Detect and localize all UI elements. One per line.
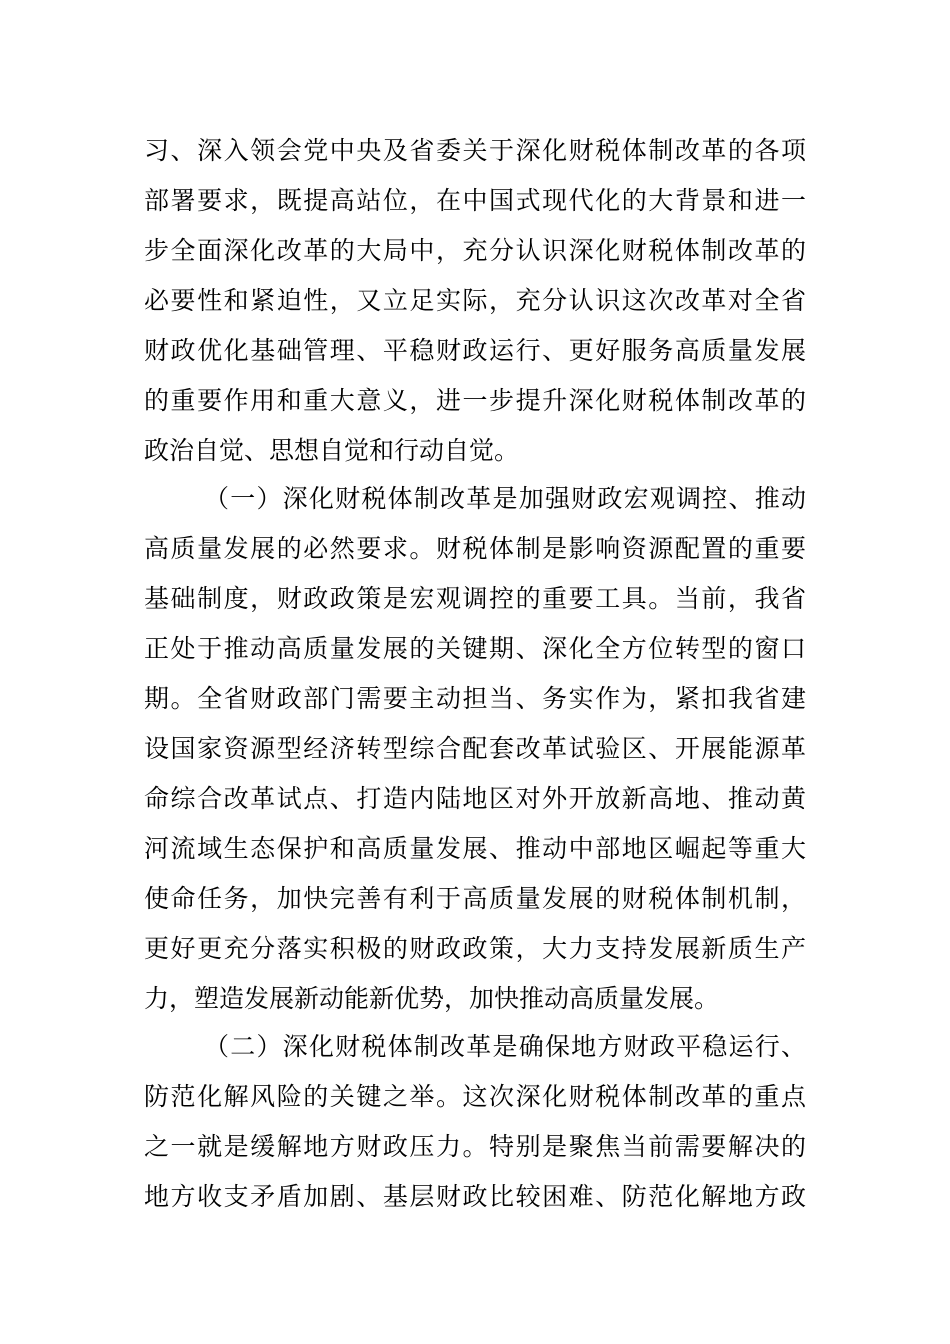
paragraph-line: 更好更充分落实积极的财政政策，大力支持发展新质生产 bbox=[144, 934, 806, 963]
paragraph-line: 河流域生态保护和高质量发展、推动中部地区崛起等重大 bbox=[144, 834, 806, 863]
paragraph-line: 政治自觉、思想自觉和行动自觉。 bbox=[144, 436, 520, 465]
paragraph-line: 财政优化基础管理、平稳财政运行、更好服务高质量发展 bbox=[144, 336, 806, 365]
paragraph-line: 部署要求，既提高站位，在中国式现代化的大背景和进一 bbox=[144, 186, 806, 215]
paragraph-3 bbox=[144, 1022, 806, 1222]
paragraph-line: 设国家资源型经济转型综合配套改革试验区、开展能源革 bbox=[144, 734, 806, 763]
paragraph-line: 使命任务，加快完善有利于高质量发展的财税体制机制， bbox=[144, 884, 806, 913]
paragraph-2 bbox=[144, 474, 806, 1024]
paragraph-line: 基础制度，财政政策是宏观调控的重要工具。当前，我省 bbox=[144, 584, 806, 613]
paragraph-line: 正处于推动高质量发展的关键期、深化全方位转型的窗口 bbox=[144, 634, 806, 663]
paragraph-line: （二）深化财税体制改革是确保地方财政平稳运行、 bbox=[204, 1032, 806, 1061]
paragraph-line: 力，塑造发展新动能新优势，加快推动高质量发展。 bbox=[144, 984, 720, 1013]
paragraph-line: 必要性和紧迫性，又立足实际，充分认识这次改革对全省 bbox=[144, 286, 806, 315]
paragraph-line: 命综合改革试点、打造内陆地区对外开放新高地、推动黄 bbox=[144, 784, 806, 813]
paragraph-line: 步全面深化改革的大局中，充分认识深化财税体制改革的 bbox=[144, 236, 806, 265]
paragraph-line: 的重要作用和重大意义，进一步提升深化财税体制改革的 bbox=[144, 386, 806, 415]
paragraph-line: 高质量发展的必然要求。财税体制是影响资源配置的重要 bbox=[144, 534, 806, 563]
paragraph-line: 期。全省财政部门需要主动担当、务实作为，紧扣我省建 bbox=[144, 684, 806, 713]
paragraph-line: 习、深入领会党中央及省委关于深化财税体制改革的各项 bbox=[144, 136, 806, 165]
paragraph-1 bbox=[144, 126, 806, 476]
paragraph-line: 之一就是缓解地方财政压力。特别是聚焦当前需要解决的 bbox=[144, 1132, 806, 1161]
paragraph-line: （一）深化财税体制改革是加强财政宏观调控、推动 bbox=[204, 484, 806, 513]
paragraph-line: 地方收支矛盾加剧、基层财政比较困难、防范化解地方政 bbox=[144, 1182, 806, 1211]
paragraph-line: 防范化解风险的关键之举。这次深化财税体制改革的重点 bbox=[144, 1082, 806, 1111]
